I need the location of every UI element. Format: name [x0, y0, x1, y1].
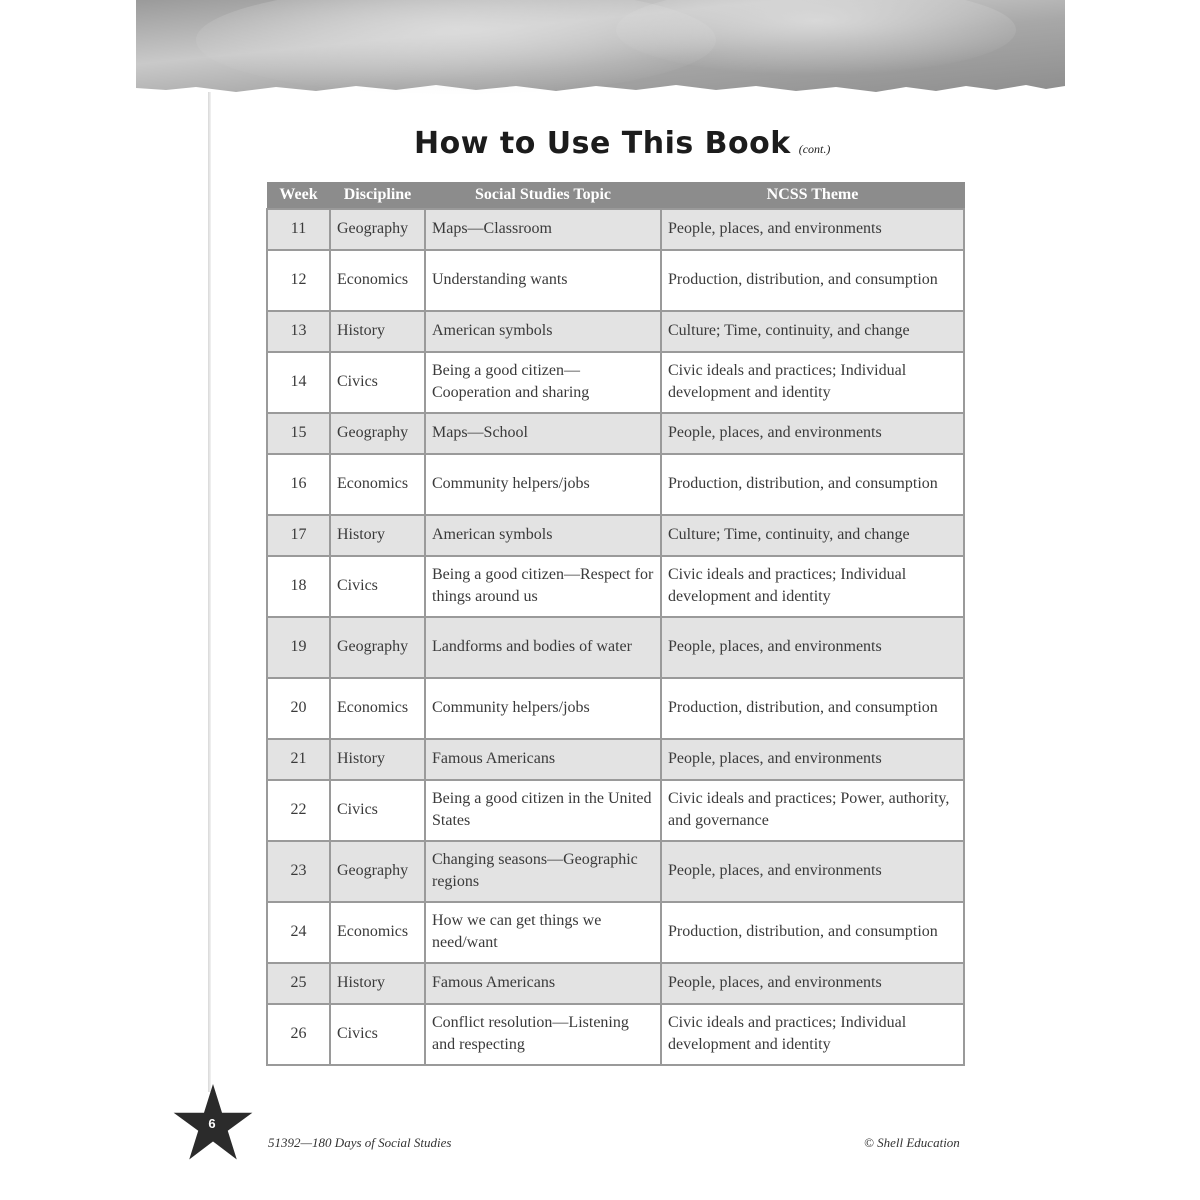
theme-cell: Civic ideals and practices; Individual development and identity [661, 352, 964, 413]
margin-rule [208, 92, 211, 1092]
table-row [267, 963, 964, 1004]
table-row [267, 617, 964, 678]
theme-cell: Culture; Time, continuity, and change [661, 311, 964, 352]
theme-cell: People, places, and environments [661, 617, 964, 678]
discipline-cell: Economics [330, 454, 425, 515]
discipline-cell: Geography [330, 841, 425, 902]
table-row [267, 556, 964, 617]
week-cell: 16 [267, 454, 330, 515]
week-cell: 23 [267, 841, 330, 902]
curriculum-table [266, 182, 965, 1066]
theme-cell: Production, distribution, and consumption [661, 678, 964, 739]
topic-cell: Community helpers/jobs [425, 454, 661, 515]
theme-cell: Civic ideals and practices; Individual development and identity [661, 1004, 964, 1065]
discipline-cell: Geography [330, 617, 425, 678]
theme-cell: Civic ideals and practices; Power, authority, and governance [661, 780, 964, 841]
topic-cell: American symbols [425, 311, 661, 352]
theme-cell: People, places, and environments [661, 413, 964, 454]
week-cell: 22 [267, 780, 330, 841]
table-row [267, 352, 964, 413]
page-title [414, 126, 830, 161]
discipline-cell: Economics [330, 250, 425, 311]
table-row [267, 209, 964, 250]
page-title-suffix: (cont.) [798, 142, 831, 156]
theme-cell: People, places, and environments [661, 963, 964, 1004]
footer-publisher: © Shell Education [864, 1135, 960, 1150]
discipline-cell: History [330, 963, 425, 1004]
footer-book-title: 51392—180 Days of Social Studies [268, 1135, 452, 1150]
table-row [267, 678, 964, 739]
week-cell: 24 [267, 902, 330, 963]
week-cell: 13 [267, 311, 330, 352]
header-week: Week [267, 183, 330, 209]
week-cell: 12 [267, 250, 330, 311]
table-header-row [267, 183, 964, 209]
week-cell: 19 [267, 617, 330, 678]
table-body [267, 209, 964, 1065]
table-row [267, 739, 964, 780]
table-row [267, 902, 964, 963]
topic-cell: Conflict resolution—Listening and respecting [425, 1004, 661, 1065]
table-row [267, 311, 964, 352]
topic-cell: Being a good citizen in the United States [425, 780, 661, 841]
table-row [267, 250, 964, 311]
discipline-cell: Civics [330, 556, 425, 617]
discipline-cell: Civics [330, 1004, 425, 1065]
torn-paper-banner [136, 0, 1065, 100]
week-cell: 18 [267, 556, 330, 617]
table-row [267, 515, 964, 556]
theme-cell: People, places, and environments [661, 739, 964, 780]
header-discipline: Discipline [330, 183, 425, 209]
theme-cell: Civic ideals and practices; Individual development and identity [661, 556, 964, 617]
week-cell: 25 [267, 963, 330, 1004]
discipline-cell: History [330, 515, 425, 556]
theme-cell: People, places, and environments [661, 209, 964, 250]
page-number: 6 [208, 1116, 216, 1131]
discipline-cell: Civics [330, 780, 425, 841]
topic-cell: Famous Americans [425, 963, 661, 1004]
topic-cell: Understanding wants [425, 250, 661, 311]
topic-cell: Being a good citizen—Cooperation and sharing [425, 352, 661, 413]
discipline-cell: History [330, 311, 425, 352]
week-cell: 21 [267, 739, 330, 780]
topic-cell: Community helpers/jobs [425, 678, 661, 739]
topic-cell: Maps—School [425, 413, 661, 454]
topic-cell: Changing seasons—Geographic regions [425, 841, 661, 902]
week-cell: 11 [267, 209, 330, 250]
table-header [267, 183, 964, 209]
discipline-cell: Economics [330, 902, 425, 963]
theme-cell: Production, distribution, and consumption [661, 454, 964, 515]
page-title-text: How to Use This Book [414, 126, 791, 161]
week-cell: 17 [267, 515, 330, 556]
theme-cell: Culture; Time, continuity, and change [661, 515, 964, 556]
week-cell: 20 [267, 678, 330, 739]
discipline-cell: Geography [330, 209, 425, 250]
week-cell: 26 [267, 1004, 330, 1065]
discipline-cell: Geography [330, 413, 425, 454]
header-theme: NCSS Theme [661, 183, 964, 209]
discipline-cell: Civics [330, 352, 425, 413]
table-row [267, 780, 964, 841]
theme-cell: Production, distribution, and consumption [661, 250, 964, 311]
week-cell: 15 [267, 413, 330, 454]
table-row [267, 454, 964, 515]
topic-cell: American symbols [425, 515, 661, 556]
table-row [267, 413, 964, 454]
discipline-cell: History [330, 739, 425, 780]
topic-cell: Landforms and bodies of water [425, 617, 661, 678]
discipline-cell: Economics [330, 678, 425, 739]
topic-cell: Maps—Classroom [425, 209, 661, 250]
week-cell: 14 [267, 352, 330, 413]
theme-cell: People, places, and environments [661, 841, 964, 902]
table-row [267, 841, 964, 902]
theme-cell: Production, distribution, and consumption [661, 902, 964, 963]
header-topic: Social Studies Topic [425, 183, 661, 209]
topic-cell: Famous Americans [425, 739, 661, 780]
table-row [267, 1004, 964, 1065]
topic-cell: Being a good citizen—Respect for things around us [425, 556, 661, 617]
topic-cell: How we can get things we need/want [425, 902, 661, 963]
